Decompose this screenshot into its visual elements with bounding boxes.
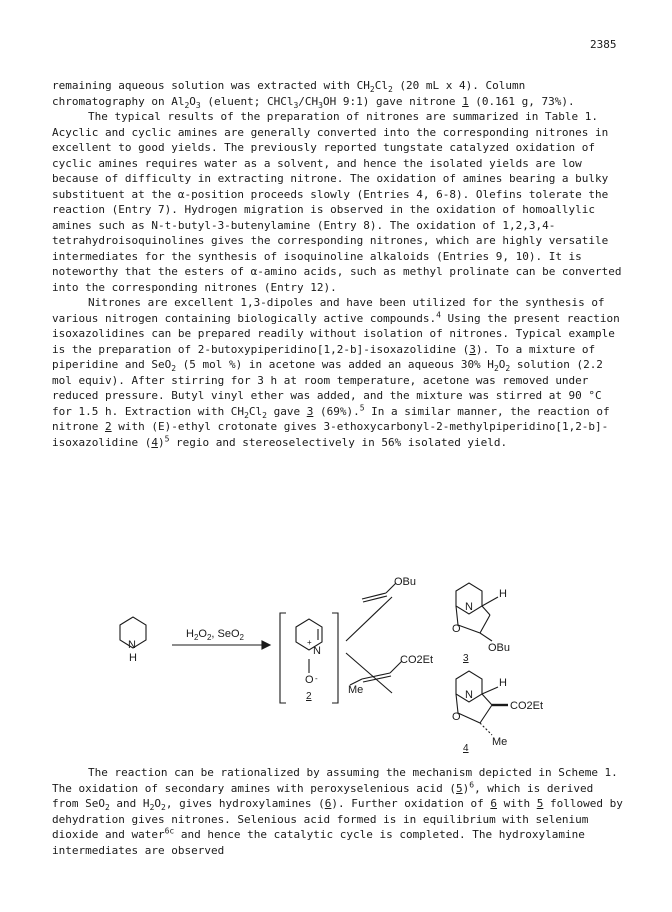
reaction-scheme — [100, 575, 620, 755]
product-4-n: N — [465, 689, 473, 701]
vinyl-ether-obu: OBu — [394, 576, 417, 588]
paragraph-2: The typical results of the preparation of nitrones are summarized in Table 1. Acyclic and cyclic amines are generally converted into the corresponding nitrones in excellent to good yields. The previously reported tungstate catalyzed oxidation of cyclic amines requires water as a solvent, and hence the isolated yields are low because of difficulty in extracting nitrone. The oxidation of amines bearing a bulky substituent at the α-position proceeds slowly (Entries 4, 6-8). Olefins tolerate the reaction (Entry 7). Hydrogen migration is observed in the oxidation of homoallylic amines such as N-t-butyl-3-butenylamine (Entry 8). The oxidation of 1,2,3,4-tetrahydroisoquinolines gives the corresponding nitrones, which are highly versatile intermediates for the synthesis of isoquinoline alkaloids (Entries 9, 10). It is noteworthy that the esters of α-amino acids, such as methyl prolinate can be converted into the corresponding nitrones (Entry 12). — [52, 110, 622, 294]
product-4-me: Me — [492, 736, 508, 748]
product-3-n: N — [465, 601, 473, 613]
reagents-label: $H_2O_2$, SeO$_2$ — [186, 628, 244, 642]
nitrone-n: N — [313, 645, 321, 657]
amine-n: N — [128, 639, 136, 651]
amine-h: H — [129, 652, 137, 664]
compound-label-4: 4 — [463, 743, 469, 754]
product-3-obu: OBu — [488, 642, 511, 654]
product-4-co2et: CO2Et — [510, 700, 544, 712]
page-number: 2385 — [590, 38, 617, 51]
product-4-h: H — [499, 677, 507, 689]
product-3-o: O — [452, 623, 461, 635]
compound-label-3: 3 — [463, 653, 469, 664]
bracket-right — [332, 613, 338, 703]
nitrone-o: O — [305, 674, 314, 686]
paragraph-4: The reaction can be rationalized by assuming the mechanism depicted in Scheme 1. The oxidation of secondary amines with peroxyselenious acid $(5)^6$, which is derived from SeO$_2$ and $H_2O_2$, gives hydroxylamines (6). Further oxidation of 6 with 5 followed by dehydration gives nitrones. Selenious acid formed is in equilibrium with selenium dioxide and water$^{6c}$ and hence the catalytic cycle is completed. The hydroxylamine intermediates are observed — [52, 766, 623, 857]
body-text-bottom — [52, 765, 624, 858]
crotonate-co2et: CO2Et — [400, 654, 434, 666]
nitrone-minus: - — [315, 674, 318, 683]
paragraph-3: Nitrones are excellent 1,3-dipoles and have been utilized for the synthesis of various nitrogen containing biologically active compounds.$^4$ Using the present reaction isoxazolidines can be prepared readily without isolation of nitrones. Typical example is the preparation of 2-butoxypiperidino[1,2-b]-isoxazolidine (3). To a mixture of piperidine and SeO$_2$ (5 mol %) in acetone was added an aqueous 30% $H_2O_2$ solution (2.2 mol equiv). After stirring for 3 h at room temperature, acetone was removed under reduced pressure. Butyl vinyl ether was added, and the mixture was stirred at 90 °C for 1.5 h. Extraction with $CH_2Cl_2$ gave 3 (69%).$^5$ In a similar manner, the reaction of nitrone 2 with (E)-ethyl crotonate gives 3-ethoxycarbonyl-2-methylpiperidino[1,2-b]-isoxazolidine $(4)^5$ regio and stereoselectively in 56% isolated yield. — [52, 296, 620, 449]
body-text-top — [52, 78, 624, 450]
crotonate-me: Me — [348, 684, 364, 696]
compound-label-2: 2 — [306, 691, 312, 702]
paragraph-1: remaining aqueous solution was extracted with $CH_2Cl_2$ (20 mL x 4). Column chromatography on $Al_2O_3$ (eluent; $CHCl_3/CH_3OH$ 9:1) gave nitrone 1 (0.161 g, 73%). — [52, 79, 575, 110]
bracket-left — [280, 613, 286, 703]
product-3-h: H — [499, 588, 507, 600]
nitrone-plus: + — [307, 638, 312, 647]
product-4-o: O — [452, 711, 461, 723]
